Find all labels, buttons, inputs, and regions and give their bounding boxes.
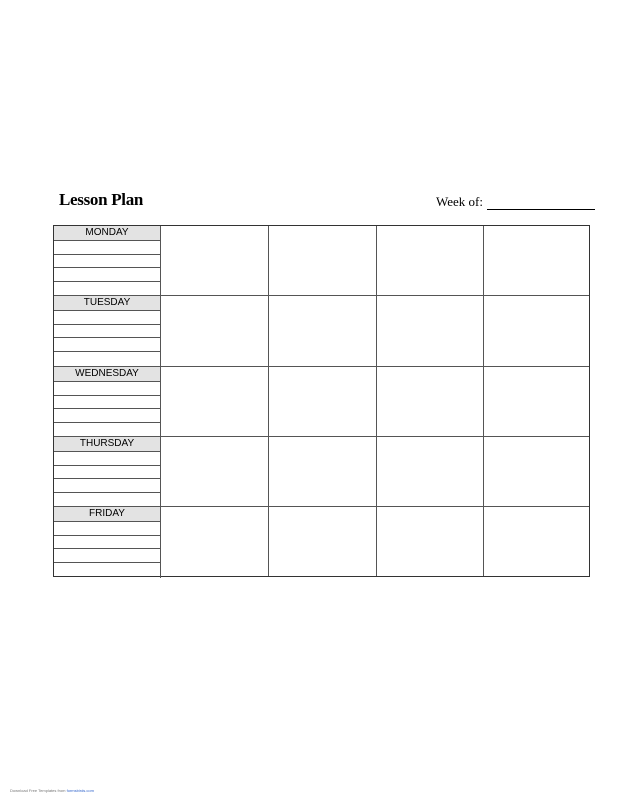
- day-block-thursday: [54, 437, 161, 508]
- day-row-line[interactable]: [54, 479, 160, 493]
- day-row-line[interactable]: [54, 396, 160, 410]
- day-row-line[interactable]: [54, 255, 160, 269]
- day-row-line[interactable]: [54, 536, 160, 550]
- day-block-friday: [54, 507, 161, 578]
- day-row-line[interactable]: [54, 241, 160, 255]
- day-row-line[interactable]: [54, 466, 160, 480]
- day-header: THURSDAY: [54, 437, 160, 452]
- footer-text: Download Free Templates from: [10, 788, 67, 793]
- day-row-line[interactable]: [54, 311, 160, 325]
- footer-credit: [10, 788, 94, 793]
- day-row-line[interactable]: [54, 423, 160, 437]
- day-header: MONDAY: [54, 226, 160, 241]
- page-title: Lesson Plan: [59, 190, 144, 209]
- day-row-line[interactable]: [54, 409, 160, 423]
- column-divider: [268, 226, 269, 576]
- column-divider: [376, 226, 377, 576]
- row-divider: [54, 436, 589, 437]
- day-row-line[interactable]: [54, 338, 160, 352]
- week-of-field: [436, 194, 595, 210]
- day-row-line[interactable]: [54, 325, 160, 339]
- day-row-line[interactable]: [54, 352, 160, 366]
- day-block-monday: [54, 226, 161, 297]
- day-row-line[interactable]: [54, 522, 160, 536]
- day-row-line[interactable]: [54, 282, 160, 296]
- row-divider: [54, 366, 589, 367]
- day-header: TUESDAY: [54, 296, 160, 311]
- day-row-line[interactable]: [54, 563, 160, 577]
- footer-link[interactable]: formsbirds.com: [66, 788, 94, 793]
- week-of-blank[interactable]: [487, 195, 595, 210]
- day-header: FRIDAY: [54, 507, 160, 522]
- row-divider: [54, 295, 589, 296]
- column-divider: [483, 226, 484, 576]
- day-row-line[interactable]: [54, 382, 160, 396]
- week-of-label: Week of:: [436, 194, 483, 209]
- day-row-line[interactable]: [54, 549, 160, 563]
- day-header: WEDNESDAY: [54, 367, 160, 382]
- day-row-line[interactable]: [54, 493, 160, 507]
- day-block-wednesday: [54, 367, 161, 438]
- day-row-line[interactable]: [54, 268, 160, 282]
- day-row-line[interactable]: [54, 452, 160, 466]
- lesson-plan-grid: [53, 225, 590, 577]
- row-divider: [54, 506, 589, 507]
- day-block-tuesday: [54, 296, 161, 367]
